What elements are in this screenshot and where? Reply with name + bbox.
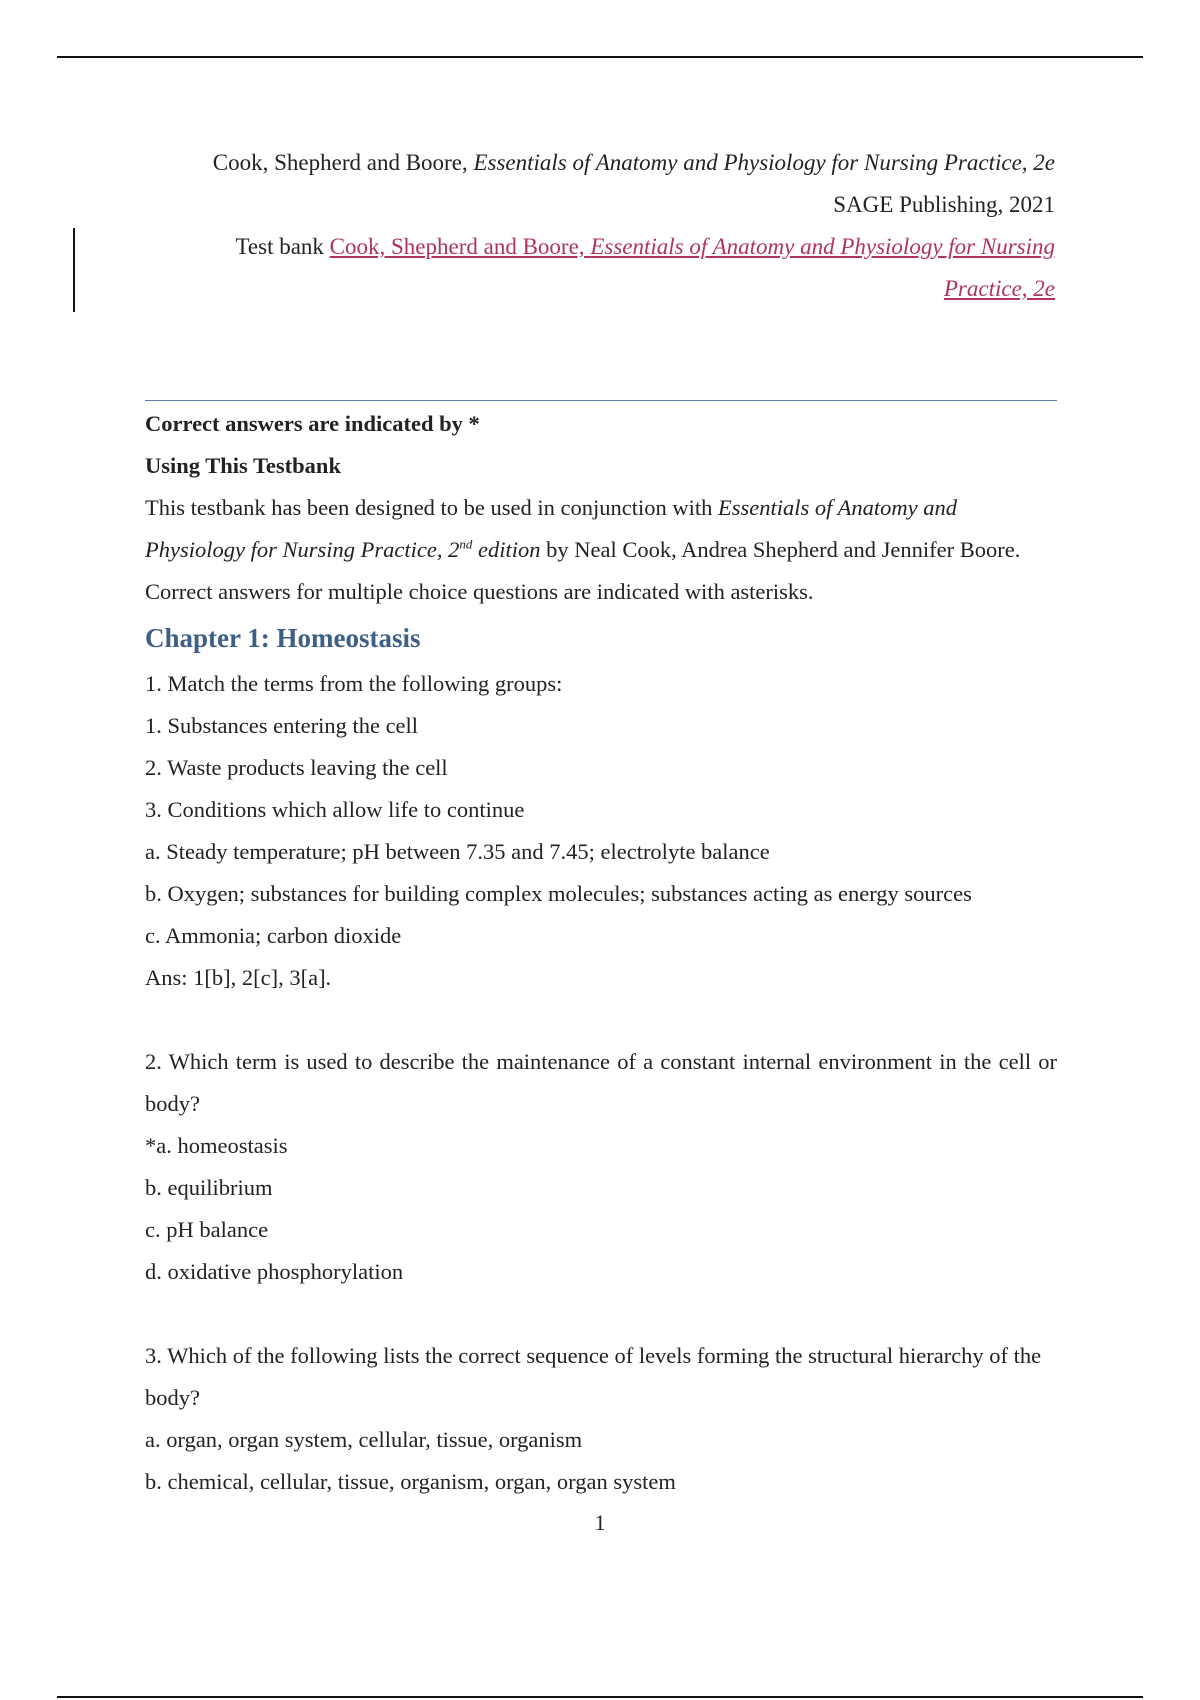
question-1-item: 3. Conditions which allow life to continue <box>145 797 525 822</box>
question-1-item: c. Ammonia; carbon dioxide <box>145 923 402 948</box>
question-3-option: a. organ, organ system, cellular, tissue, organism <box>145 1427 583 1452</box>
intro-paragraph: This testbank has been designed to be used in conjunction with Essentials of Anatomy and Physiology for Nursing Practice, 2nd edition by Neal Cook, Andrea Shepherd and Jennifer Boore. Correct answers for multiple choice questions are indicated with asterisks. <box>145 495 1021 604</box>
question-1-item: 1. Substances entering the cell <box>145 713 419 738</box>
header-citation: Cook, Shepherd and Boore, Essentials of Anatomy and Physiology for Nursing Practice, 2e <box>212 150 1055 175</box>
header-testbank-line: Test bank Cook, Shepherd and Boore, Essentials of Anatomy and Physiology for Nursing <box>235 234 1055 259</box>
chapter-title: Chapter 1: Homeostasis <box>145 623 421 653</box>
question-2-option: c. pH balance <box>145 1217 269 1242</box>
question-1-answer: Ans: 1[b], 2[c], 3[a]. <box>145 965 332 990</box>
question-1-item: a. Steady temperature; pH between 7.35 and 7.45; electrolyte balance <box>145 839 770 864</box>
question-1-stem: 1. Match the terms from the following groups: <box>145 671 563 696</box>
question-1-item: 2. Waste products leaving the cell <box>145 755 448 780</box>
question-2-stem: 2. Which term is used to describe the maintenance of a constant internal environment in the cell or body? <box>145 1049 1057 1116</box>
correct-answers-note: Correct answers are indicated by * <box>145 411 480 436</box>
question-1-item: b. Oxygen; substances for building complex molecules; substances acting as energy sources <box>145 881 972 906</box>
question-2-option: *a. homeostasis <box>145 1133 288 1158</box>
document-body <box>145 400 1057 1503</box>
change-bar-marker <box>73 228 75 312</box>
header-testbank-line-cont: Practice, 2e <box>943 276 1055 301</box>
tracked-insertion: Cook, Shepherd and Boore, Essentials of Anatomy and Physiology for Nursing <box>329 234 1055 259</box>
question-2-option: d. oxidative phosphorylation <box>145 1259 404 1284</box>
section-heading: Using This Testbank <box>145 453 341 478</box>
document-header <box>145 142 1055 310</box>
top-page-rule <box>57 56 1143 58</box>
page-number: 1 <box>594 1510 606 1535</box>
bottom-page-rule <box>57 1696 1143 1698</box>
question-2-option: b. equilibrium <box>145 1175 273 1200</box>
section-separator <box>145 400 1057 401</box>
question-3-option: b. chemical, cellular, tissue, organism, organ, organ system <box>145 1469 676 1494</box>
question-3-stem: 3. Which of the following lists the correct sequence of levels forming the structural hierarchy of the body? <box>145 1343 1042 1410</box>
header-publisher: SAGE Publishing, 2021 <box>833 192 1055 217</box>
